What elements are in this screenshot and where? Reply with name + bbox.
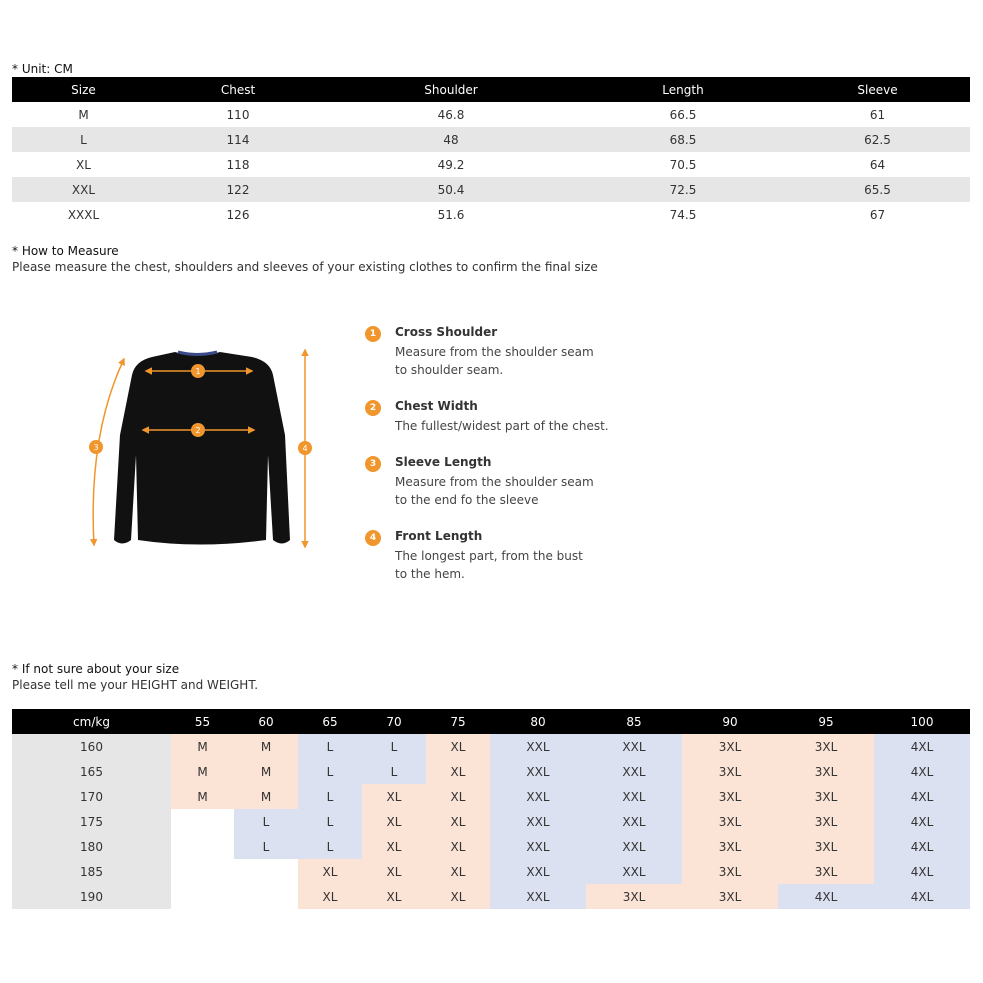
size-cell: 3XL	[682, 759, 778, 784]
height-cell: 185	[12, 859, 171, 884]
size-cell: M	[171, 759, 234, 784]
length-cell: 74.5	[669, 207, 697, 222]
sleeve-cell: 62.5	[785, 127, 970, 152]
size-cell: 3XL	[682, 734, 778, 759]
height-cell: 175	[12, 809, 171, 834]
size-cell: 3XL	[682, 884, 778, 909]
size-cell: 4XL	[874, 784, 970, 809]
height-cell: 165	[12, 759, 171, 784]
size-chart-header: Sleeve	[785, 77, 970, 102]
weight-header: 75	[426, 709, 490, 734]
sleeve-cell: 64	[869, 157, 886, 172]
size-cell: XL	[298, 884, 362, 909]
table-row	[12, 784, 970, 809]
chest-cell: 122	[155, 177, 321, 202]
size-cell: 3XL	[682, 859, 778, 884]
size-cell: XL	[76, 157, 91, 172]
size-cell: L	[298, 734, 362, 759]
weight-header: 100	[874, 709, 970, 734]
size-cell: XL	[298, 859, 362, 884]
size-cell: XL	[426, 734, 490, 759]
length-cell: 72.5	[581, 177, 785, 202]
marker-3-label: 3	[93, 443, 99, 452]
size-cell: 4XL	[874, 859, 970, 884]
size-cell: 3XL	[682, 784, 778, 809]
size-cell: 4XL	[874, 734, 970, 759]
length-cell: 70.5	[669, 157, 697, 172]
height-cell: 160	[12, 734, 171, 759]
table-row	[12, 884, 970, 909]
size-cell	[171, 859, 234, 884]
marker-4-label: 4	[302, 444, 308, 453]
height-cell: 170	[12, 784, 171, 809]
table-row	[12, 202, 970, 227]
number-badge: 4	[365, 530, 381, 546]
size-cell: XXL	[586, 859, 682, 884]
size-cell: 3XL	[778, 859, 874, 884]
collar-shape	[178, 352, 217, 355]
size-cell	[171, 834, 234, 859]
size-cell: L	[298, 759, 362, 784]
size-cell: M	[78, 107, 89, 122]
size-cell: XXL	[490, 734, 586, 759]
sweater-body-shape	[114, 352, 290, 545]
size-cell: XXL	[490, 859, 586, 884]
size-cell	[234, 859, 298, 884]
length-cell: 66.5	[669, 107, 697, 122]
weight-header: 65	[298, 709, 362, 734]
measure-item-title: Chest Width	[395, 399, 478, 413]
size-cell: M	[171, 784, 234, 809]
weight-header: 80	[490, 709, 586, 734]
size-cell: 4XL	[874, 834, 970, 859]
measure-item-desc: The fullest/widest part of the chest.	[395, 419, 609, 433]
measure-item-title: Sleeve Length	[395, 455, 492, 469]
size-cell: 4XL	[874, 809, 970, 834]
size-cell	[234, 884, 298, 909]
table-row	[12, 102, 970, 127]
size-cell: 3XL	[682, 834, 778, 859]
size-chart-header-row	[12, 77, 970, 102]
size-cell	[171, 809, 234, 834]
weight-header: 90	[682, 709, 778, 734]
marker-1-label: 1	[195, 367, 201, 376]
size-cell: L	[362, 734, 426, 759]
size-cell: L	[298, 784, 362, 809]
size-cell: XL	[362, 884, 426, 909]
size-cell: 4XL	[874, 759, 970, 784]
height-cell: 190	[12, 884, 171, 909]
size-cell: L	[298, 834, 362, 859]
shirt-diagram	[80, 335, 330, 560]
sleeve-cell: 67	[869, 207, 886, 222]
size-cell: XXL	[586, 784, 682, 809]
size-cell: XL	[362, 834, 426, 859]
size-cell: L	[234, 834, 298, 859]
size-cell: 3XL	[778, 834, 874, 859]
how-to-measure-title: * How to Measure	[12, 244, 119, 258]
shoulder-cell: 51.6	[437, 207, 465, 222]
size-cell: XL	[362, 809, 426, 834]
weight-header: 60	[234, 709, 298, 734]
size-cell: XXL	[490, 884, 586, 909]
recommendation-header-row	[12, 709, 970, 734]
size-cell: 4XL	[778, 884, 874, 909]
table-row	[12, 734, 970, 759]
size-cell: 3XL	[778, 734, 874, 759]
chest-cell: 110	[226, 107, 250, 122]
size-cell: XXL	[490, 759, 586, 784]
size-chart-header: Shoulder	[321, 77, 581, 102]
size-cell: M	[171, 734, 234, 759]
recommendation-table	[12, 709, 970, 909]
size-cell: M	[234, 759, 298, 784]
table-row	[12, 834, 970, 859]
size-cell: XL	[426, 809, 490, 834]
table-row	[12, 859, 970, 884]
number-badge: 3	[365, 456, 381, 472]
size-cell: 3XL	[778, 784, 874, 809]
size-cell: 3XL	[778, 759, 874, 784]
how-to-measure-subtitle: Please measure the chest, shoulders and sleeves of your existing clothes to confirm the final size	[12, 260, 598, 274]
chest-cell: 126	[226, 207, 250, 222]
size-cell: XL	[426, 884, 490, 909]
marker-2-label: 2	[195, 426, 201, 435]
size-chart-header: Length	[581, 77, 785, 102]
size-cell: XL	[362, 784, 426, 809]
size-cell: XXL	[586, 834, 682, 859]
corner-header: cm/kg	[12, 709, 171, 734]
chest-cell: 118	[226, 157, 250, 172]
size-cell	[171, 884, 234, 909]
size-cell: XXXL	[67, 207, 100, 222]
size-chart-header: Size	[12, 77, 155, 102]
chest-cell: 114	[155, 127, 321, 152]
shoulder-cell: 50.4	[321, 177, 581, 202]
size-cell: M	[234, 734, 298, 759]
shoulder-cell: 46.8	[437, 107, 465, 122]
size-cell: XL	[426, 784, 490, 809]
length-cell: 68.5	[581, 127, 785, 152]
unit-label: * Unit: CM	[12, 62, 73, 76]
size-cell: XL	[426, 834, 490, 859]
size-cell: 3XL	[586, 884, 682, 909]
measure-item-desc: Measure from the shoulder seam to shoulder seam.	[395, 345, 594, 377]
table-row	[12, 809, 970, 834]
size-cell: M	[234, 784, 298, 809]
size-chart-header: Chest	[155, 77, 321, 102]
size-cell: L	[234, 809, 298, 834]
weight-header: 85	[586, 709, 682, 734]
table-row	[12, 127, 970, 152]
shoulder-cell: 49.2	[437, 157, 465, 172]
sweater-illustration	[80, 335, 330, 560]
recommendation-subtitle: Please tell me your HEIGHT and WEIGHT.	[12, 678, 259, 692]
size-cell: XXL	[490, 834, 586, 859]
size-cell: XXL	[586, 734, 682, 759]
recommendation-title: * If not sure about your size	[12, 662, 180, 676]
number-badge: 1	[365, 326, 381, 342]
size-cell: XXL	[12, 177, 155, 202]
measure-item-title: Cross Shoulder	[395, 325, 498, 339]
table-row	[12, 759, 970, 784]
size-cell: XXL	[586, 759, 682, 784]
weight-header: 55	[171, 709, 234, 734]
size-cell: XXL	[490, 809, 586, 834]
size-chart-table	[12, 77, 970, 227]
height-cell: 180	[12, 834, 171, 859]
sleeve-cell: 65.5	[785, 177, 970, 202]
size-cell: 3XL	[778, 809, 874, 834]
size-cell: XXL	[490, 784, 586, 809]
measure-item-title: Front Length	[395, 529, 483, 543]
number-badge: 2	[365, 400, 381, 416]
size-cell: L	[12, 127, 155, 152]
size-cell: 3XL	[682, 809, 778, 834]
sleeve-cell: 61	[869, 107, 886, 122]
size-cell: XL	[426, 759, 490, 784]
table-row	[12, 152, 970, 177]
size-cell: XL	[426, 859, 490, 884]
size-cell: L	[298, 809, 362, 834]
measure-item-desc: The longest part, from the bust to the hem.	[395, 549, 583, 581]
size-cell: XXL	[586, 809, 682, 834]
measure-item-desc: Measure from the shoulder seam to the end fo the sleeve	[395, 475, 594, 507]
size-cell: L	[362, 759, 426, 784]
size-cell: 4XL	[874, 884, 970, 909]
size-cell: XL	[362, 859, 426, 884]
weight-header: 95	[778, 709, 874, 734]
shoulder-cell: 48	[321, 127, 581, 152]
table-row	[12, 177, 970, 202]
weight-header: 70	[362, 709, 426, 734]
